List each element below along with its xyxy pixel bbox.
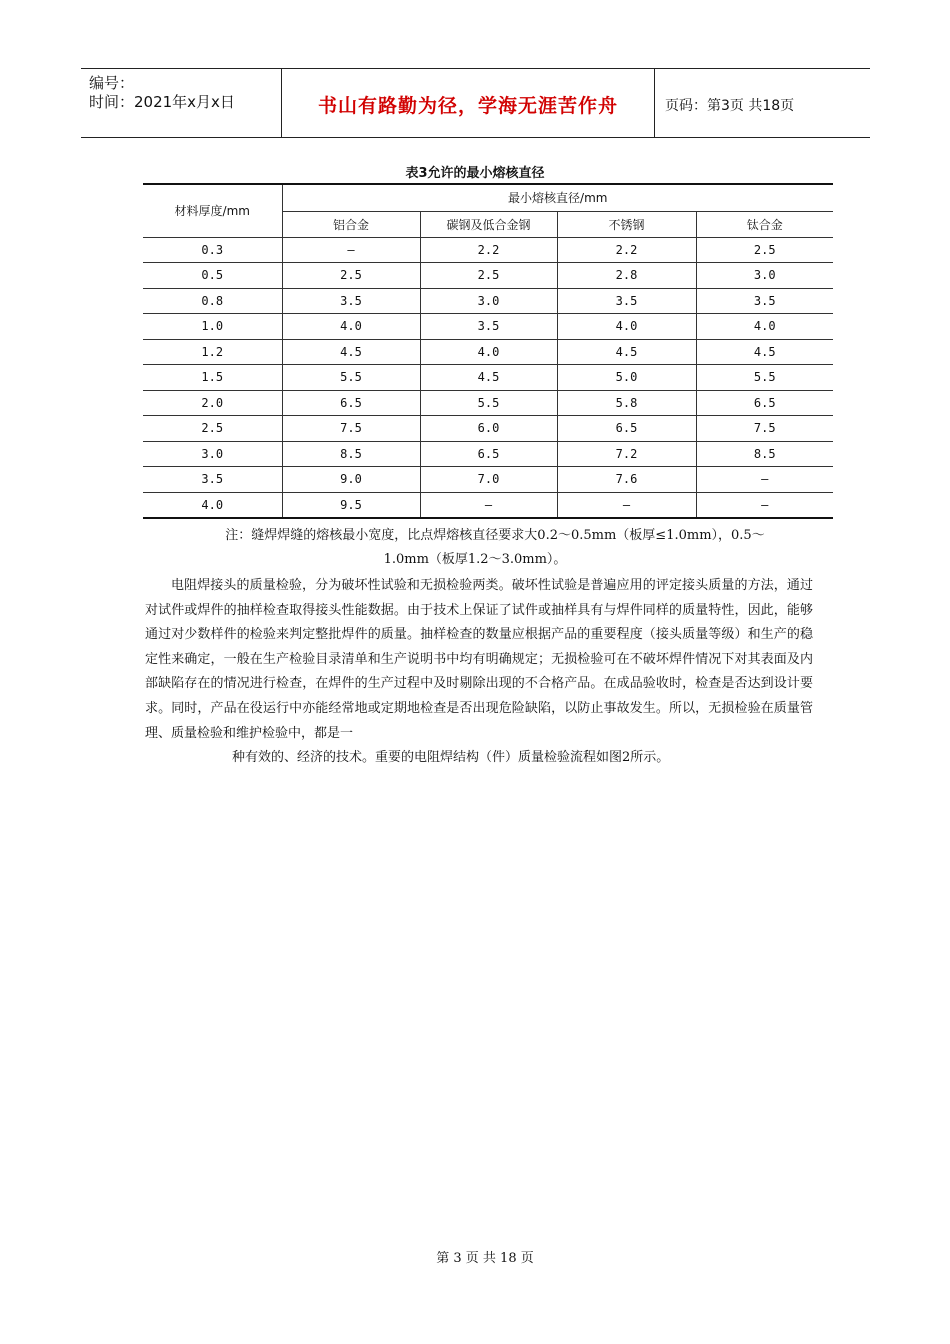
header-meta-cell [81,69,282,137]
table-cell: 0.8 [143,288,282,314]
page-footer: 第 3 页 共 18 页 [436,1251,534,1266]
document-number-label: 编号： [89,74,135,92]
table-cell: — [696,467,833,493]
table-cell: 3.5 [143,467,282,493]
table-cell: 4.5 [696,339,833,365]
table-cell: 4.0 [557,314,696,340]
table-cell: 7.6 [557,467,696,493]
table-cell: 2.5 [282,263,420,289]
table-cell: 1.2 [143,339,282,365]
table-cell: 5.8 [557,390,696,416]
table-row [143,288,833,314]
table-cell: 0.3 [143,237,282,263]
table-cell: 5.5 [282,365,420,391]
table-cell: 3.0 [143,441,282,467]
table-cell: 2.5 [420,263,557,289]
table-cell: 6.5 [557,416,696,442]
table-cell: 4.0 [420,339,557,365]
col-header-titanium: 钛合金 [696,211,833,237]
table-cell: 0.5 [143,263,282,289]
table-cell: 3.5 [696,288,833,314]
table-cell: 2.2 [557,237,696,263]
table-cell: 3.5 [420,314,557,340]
table-cell: 6.5 [420,441,557,467]
header-page-label: 页码：第3页 共18页 [665,98,795,114]
document-time-label: 时间：2021年x月x日 [89,93,235,111]
paragraph-tail: 种有效的、经济的技术。重要的电阻焊结构（件）质量检验流程如图2所示。 [232,750,670,766]
table-cell: 3.5 [282,288,420,314]
table-cell: 3.0 [420,288,557,314]
table-row [143,263,833,289]
table-row [143,339,833,365]
table-cell: 1.0 [143,314,282,340]
col-header-carbon-steel: 碳钢及低合金钢 [420,211,557,237]
table-row [143,416,833,442]
group-header-diameter: 最小熔核直径/mm [282,184,833,211]
header-motto: 书山有路勤为径，学海无涯苦作舟 [317,95,618,117]
table-cell: 7.2 [557,441,696,467]
table-cell: 7.5 [282,416,420,442]
table-cell: — [557,492,696,518]
table-cell: 2.0 [143,390,282,416]
table-cell: 1.5 [143,365,282,391]
table-cell: — [420,492,557,518]
col-header-stainless: 不锈钢 [557,211,696,237]
table-cell: 3.0 [696,263,833,289]
header-page-cell [655,69,870,137]
table-cell: 4.5 [557,339,696,365]
table-cell: 4.5 [420,365,557,391]
table-cell: 5.5 [696,365,833,391]
table-cell: 4.0 [696,314,833,340]
table-cell: — [282,237,420,263]
table-cell: 4.5 [282,339,420,365]
table-cell: 6.0 [420,416,557,442]
table-row [143,441,833,467]
col-header-thickness: 材料厚度/mm [143,184,282,237]
table-cell: — [696,492,833,518]
table-cell: 3.5 [557,288,696,314]
header-motto-cell [282,69,655,137]
table-cell: 2.5 [143,416,282,442]
table-cell: 2.5 [696,237,833,263]
table-cell: 8.5 [696,441,833,467]
table-row [143,314,833,340]
table-row [143,467,833,493]
table-cell: 7.0 [420,467,557,493]
table-cell: 5.5 [420,390,557,416]
col-header-aluminum: 铝合金 [282,211,420,237]
document-header [81,68,870,138]
table-caption: 表3允许的最小熔核直径 [405,166,545,181]
table-cell: 8.5 [282,441,420,467]
table-row [143,492,833,518]
table-cell: 2.8 [557,263,696,289]
table-cell: 5.0 [557,365,696,391]
table-cell: 7.5 [696,416,833,442]
table-cell: 9.0 [282,467,420,493]
table-cell: 2.2 [420,237,557,263]
table-row [143,365,833,391]
table-cell: 6.5 [282,390,420,416]
table-cell: 9.5 [282,492,420,518]
table-row [143,390,833,416]
table-cell: 4.0 [143,492,282,518]
nugget-diameter-table [143,183,833,519]
table-note-line1: 注：缝焊焊缝的熔核最小宽度，比点焊熔核直径要求大0.2～0.5mm（板厚≤1.0mm），0.5～ [225,528,765,543]
table-note-line2: 1.0mm（板厚1.2～3.0mm）。 [383,552,567,567]
table-cell: 4.0 [282,314,420,340]
body-paragraph [145,574,813,771]
table-row [143,237,833,263]
table-cell: 6.5 [696,390,833,416]
paragraph-text: 电阻焊接头的质量检验，分为破坏性试验和无损检验两类。破坏性试验是普遍应用的评定接头质量的方法，通过对试件或焊件的抽样检查取得接头性能数据。由于技术上保证了试件或抽样具有与焊件同样的质量特性，因此，能够通过对少数样件的检验来判定整批焊件的质量。抽样检查的数量应根据产品的重要程度（接头质量等级）和生产的稳定性来确定，一般在生产检验目录清单和生产说明书中均有明确规定；无损检验可在不破坏焊件情况下对其表面及内部缺陷存在的情况进行检查，在焊件的生产过程中及时剔除出现的不合格产品。在成品验收时，检查是否达到设计要求。同时，产品在役运行中亦能经常地或定期地检查是否出现危险缺陷，以防止事故发生。所以，无损检验在质量管理、质量检验和维护检验中，都是一 [145,578,813,741]
